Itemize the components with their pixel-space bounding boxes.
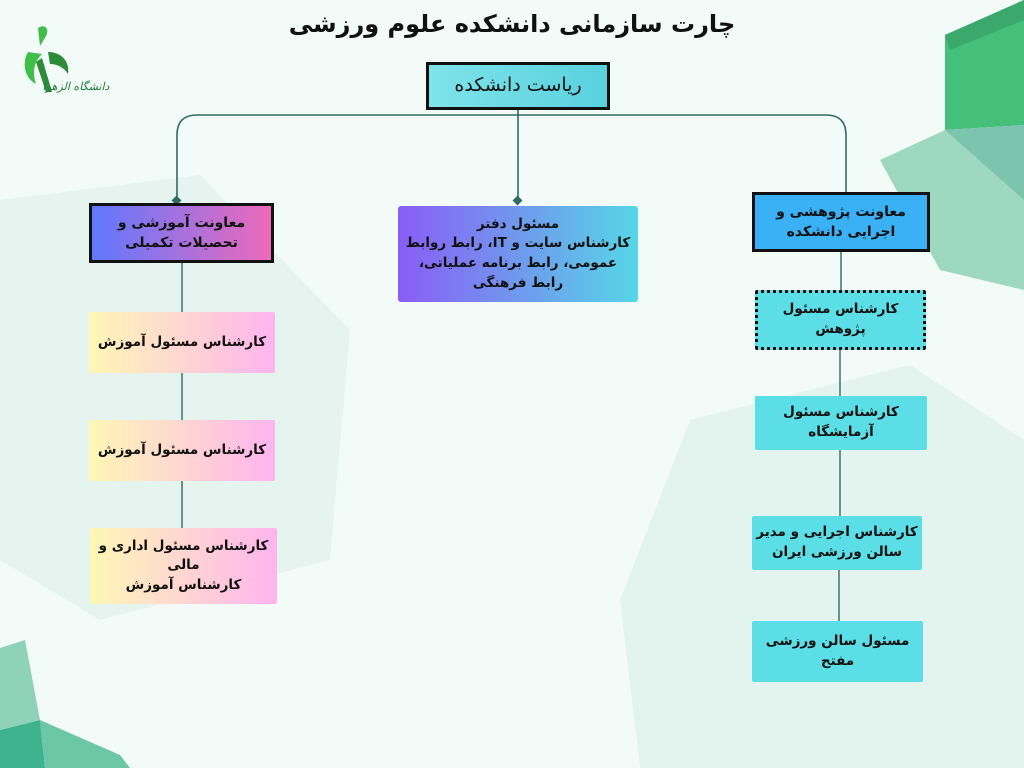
research-deputy-label: معاونت پژوهشی و اجرایی دانشکده bbox=[776, 203, 906, 240]
office-manager-title: مسئول دفتر bbox=[476, 215, 560, 232]
research-staff-box-4 bbox=[752, 621, 923, 682]
faculty-head-box bbox=[426, 62, 610, 110]
faculty-head-label: ریاست دانشکده bbox=[454, 74, 582, 97]
office-manager-box bbox=[398, 206, 638, 302]
research-staff-label-3: کارشناس اجرایی و مدیر سالن ورزشی ایران bbox=[756, 524, 918, 560]
research-deputy-box bbox=[752, 192, 930, 252]
education-deputy-label: معاونت آموزشی و تحصیلات تکمیلی bbox=[117, 214, 246, 251]
research-staff-box-3 bbox=[752, 516, 922, 570]
page-title: چارت سازمانی دانشکده علوم ورزشی bbox=[288, 10, 736, 38]
logo-text: دانشگاه الزهرا bbox=[42, 80, 110, 93]
research-staff-box-2 bbox=[755, 396, 927, 450]
education-deputy-box bbox=[89, 203, 274, 263]
education-staff-label-3: کارشناس مسئول اداری و مالی کارشناس آموزش bbox=[98, 537, 269, 593]
research-staff-box-1 bbox=[755, 290, 926, 350]
education-staff-box-3 bbox=[90, 528, 277, 604]
education-staff-box-1 bbox=[89, 312, 275, 373]
office-manager-detail: کارشناس سایت و IT، رابط روابط عمومی، رابط برنامه عملیاتی، رابط فرهنگی bbox=[405, 235, 631, 291]
research-staff-label-2: کارشناس مسئول آزمایشگاه bbox=[783, 404, 899, 440]
education-staff-label-2: کارشناس مسئول آموزش bbox=[97, 441, 267, 458]
education-staff-box-2 bbox=[89, 420, 275, 481]
research-staff-label-1: کارشناس مسئول پژوهش bbox=[782, 301, 899, 337]
education-staff-label-1: کارشناس مسئول آموزش bbox=[97, 333, 267, 350]
research-staff-label-4: مسئول سالن ورزشی مفتح bbox=[765, 632, 910, 669]
